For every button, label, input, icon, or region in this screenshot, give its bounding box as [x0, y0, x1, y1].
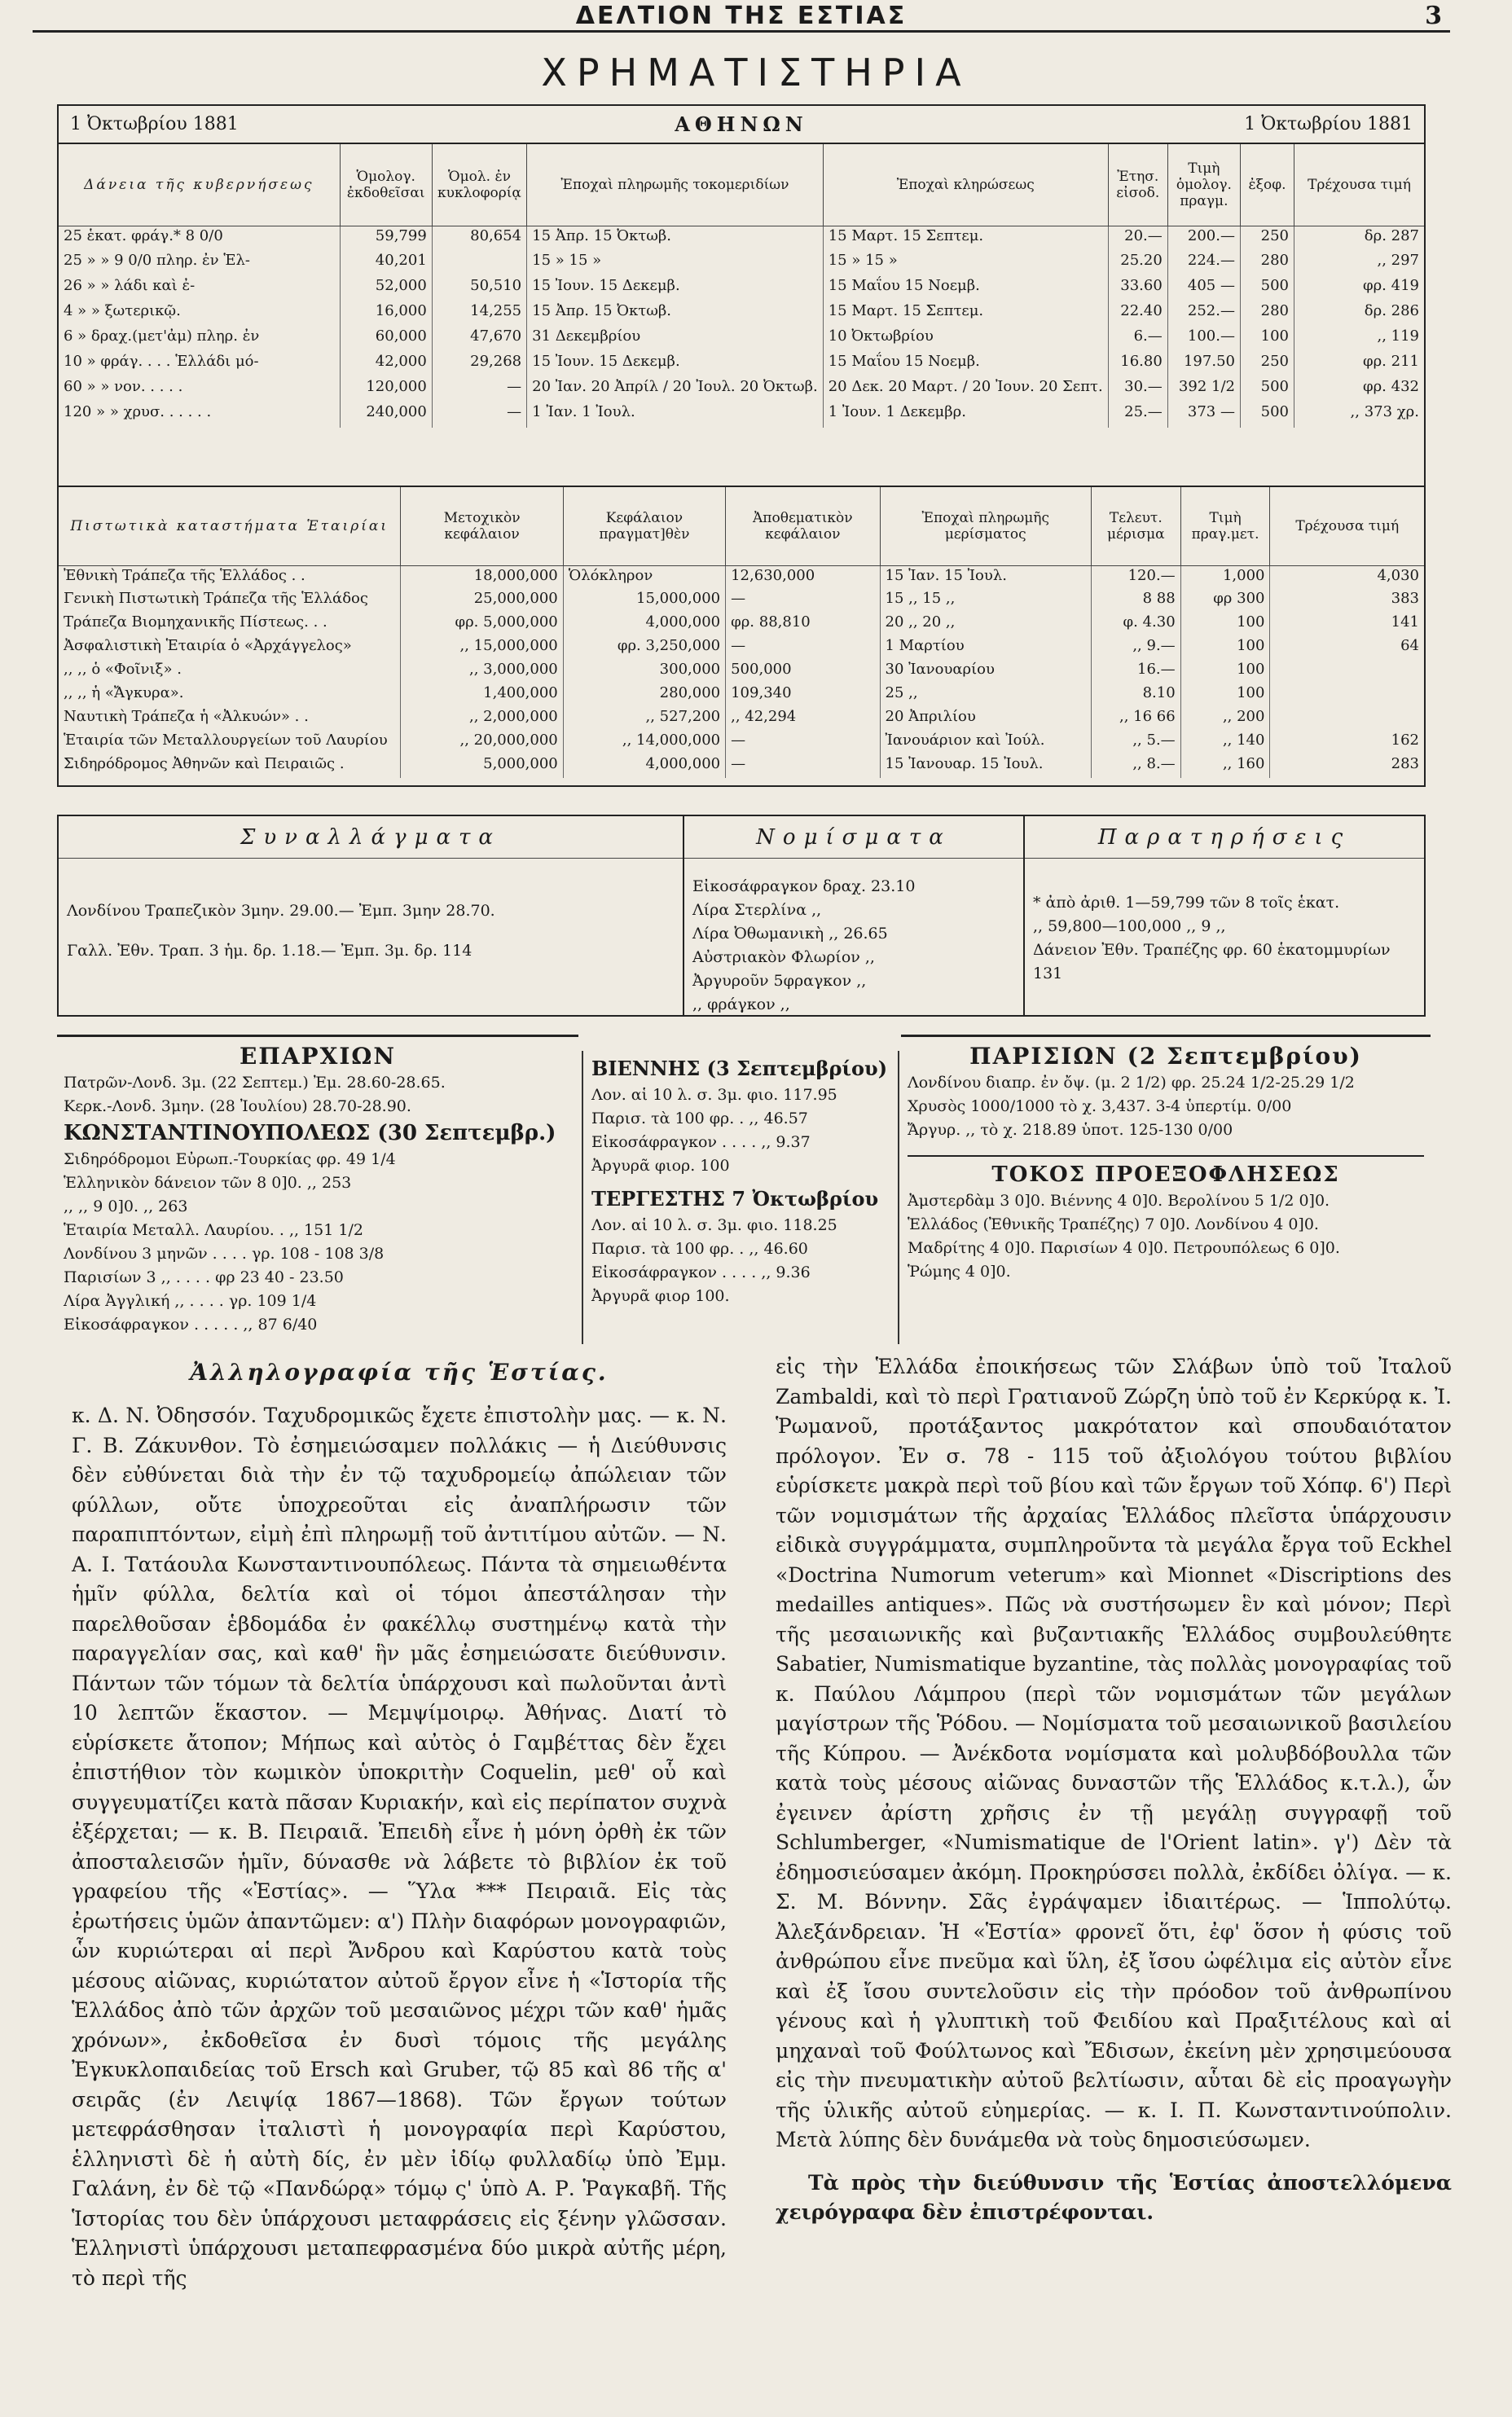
loan-row-cell: — [432, 377, 526, 402]
loan-row-cell: 30.— [1108, 377, 1167, 402]
company-row-cell: 1 Μαρτίου [880, 636, 1091, 660]
company-row-cell: 8.10 [1091, 683, 1180, 707]
company-row-cell: — [726, 731, 880, 754]
provinces-line: Πατρῶν-Λονδ. 3μ. (22 Σεπτεμ.) Ἐμ. 28.60-28.65. [64, 1074, 446, 1092]
company-row-cell: 5,000,000 [401, 754, 563, 778]
company-row-cell: 15 ,, 15 ,, [880, 589, 1091, 613]
company-row-cell: 8 88 [1091, 589, 1180, 613]
company-row-cell: 18,000,000 [401, 565, 563, 589]
loan-row [59, 301, 1424, 327]
constantinople-line: Εἰκοσάφραγκον . . . . . ,, 87 6/40 [64, 1316, 318, 1334]
paris-line: Ἄργυρ. ,, τὸ χ. 218.89 ὑποτ. 125-130 0/00 [908, 1121, 1233, 1139]
loan-row-cell: 60,000 [340, 327, 432, 352]
loan-row-cell: 15 » 15 » [823, 251, 1108, 276]
company-row [59, 589, 1424, 613]
coins-lines [684, 859, 1023, 1017]
loan-row-cell: 1 Ἰαν. 1 Ἰουλ. [527, 402, 824, 428]
coin-line: Αὐστριακὸν Φλωρίον ,, [692, 948, 875, 966]
loan-row [59, 352, 1424, 377]
provinces-col [57, 1035, 578, 1393]
loans-header: Ὁμολ. ἐν κυκλοφορίᾳ [432, 144, 526, 226]
loan-row-cell: 15 Μαρτ. 15 Σεπτεμ. [823, 301, 1108, 327]
vienna-lines [585, 1083, 894, 1178]
loan-row-cell: ,, 373 χρ. [1350, 403, 1419, 420]
loan-row-cell: 120 » » χρυσ. . . . . . [59, 402, 340, 428]
company-row-cell: 500,000 [726, 660, 880, 683]
interest-line: Ἀμστερδὰμ 3 0]0. Βιέννης 4 0]0. Βερολίνου 5 1/2 0]0. [908, 1192, 1330, 1210]
companies-title: Πιστωτικὰ καταστήματα Ἑταιρίαι [59, 487, 401, 565]
loan-row [59, 226, 1424, 251]
company-row-cell: 4,000,000 [563, 613, 725, 636]
interest-line: Ῥώμης 4 0]0. [908, 1263, 1011, 1281]
company-row-cell: ,, 200 [1180, 707, 1270, 731]
company-row-cell: ,, ,, ἡ «Ἄγκυρα». [59, 683, 401, 707]
company-row-cell: — [726, 636, 880, 660]
company-row [59, 731, 1424, 754]
constantinople-line: Λίρα Ἀγγλική ,, . . . . γρ. 109 1/4 [64, 1292, 317, 1310]
company-row-cell: ,, 160 [1180, 754, 1270, 778]
loan-row-cell: 26 » » λάδι καὶ ἐ- [59, 276, 340, 301]
page-number: 3 [1425, 2, 1442, 30]
loan-row-cell: 373 — [1167, 402, 1240, 428]
date-left: 1 Ὀκτωβρίου 1881 [70, 114, 239, 134]
loan-row [59, 327, 1424, 352]
coins-title: Νομίσματα [684, 816, 1023, 859]
company-row-cell: ,, 140 [1180, 731, 1270, 754]
company-row-cell: ,, 42,294 [726, 707, 880, 731]
note-line: 131 [1033, 965, 1063, 982]
company-row-cell: 100 [1180, 660, 1270, 683]
company-row-cell: Ἐθνικὴ Τράπεζα τῆς Ἑλλάδος . . [59, 565, 401, 589]
company-row-cell: 15 Ἰανουαρ. 15 Ἰουλ. [880, 754, 1091, 778]
company-row [59, 707, 1424, 731]
loan-row-cell: 224.— [1167, 251, 1240, 276]
company-row-cell: 109,340 [726, 683, 880, 707]
note-line: ,, 59,800—100,000 ,, 9 ,, [1033, 917, 1226, 935]
companies-header: Ἐποχαὶ πληρωμῆς μερίσματος [880, 487, 1091, 565]
company-row-cell: Ὁλόκληρον [563, 565, 725, 589]
loans-header: Ἐτησ. εἰσοδ. [1108, 144, 1167, 226]
loan-row-cell: 60 » » νον. . . . . [59, 377, 340, 402]
coin-line: Ἀργυροῦν 5φραγκον ,, [692, 972, 867, 990]
date-right: 1 Ὀκτωβρίου 1881 [1244, 114, 1413, 134]
loan-row-cell: — [432, 402, 526, 428]
correspondence-right-col [776, 1352, 1452, 2228]
loans-header: Τρέχουσα τιμή [1294, 144, 1424, 226]
loans-body [59, 226, 1424, 428]
loan-row-cell: 40,201 [340, 251, 432, 276]
company-row-cell: 162 [1391, 732, 1419, 749]
loan-row-cell: 20 Ἰαν. 20 Ἀπρίλ / 20 Ἰουλ. 20 Ὀκτωβ. [527, 377, 824, 402]
correspondence-title: Ἀλληλογραφία τῆς Ἑστίας. [190, 1359, 609, 1386]
company-row-cell: φρ. 3,250,000 [563, 636, 725, 660]
loan-row-cell: 29,268 [432, 352, 526, 377]
coin-line: Εἰκοσάφραγκον δραχ. 23.10 [692, 877, 916, 895]
loan-row-cell: 33.60 [1108, 276, 1167, 301]
loans-table [59, 144, 1424, 428]
coins-box [683, 815, 1025, 1017]
trieste-line: Εἰκοσάφραγκον . . . . ,, 9.36 [591, 1263, 811, 1281]
trieste-lines [585, 1214, 894, 1308]
loans-title: Δάνεια τῆς κυβερνήσεως [59, 144, 340, 226]
company-row-cell: 283 [1391, 755, 1419, 772]
loan-row-cell: 80,654 [432, 226, 526, 251]
loan-row [59, 377, 1424, 402]
loan-row-cell: 15 Ἰουν. 15 Δεκεμβ. [527, 276, 824, 301]
constantinople-line: Ἑλληνικὸν δάνειον τῶν 8 0]0. ,, 253 [64, 1174, 352, 1192]
column-rule [898, 1051, 899, 1344]
loan-row-cell: 14,255 [432, 301, 526, 327]
loan-row-cell: ,, 297 [1377, 252, 1419, 269]
column-rule [582, 1051, 583, 1344]
trieste-line: Λον. αἱ 10 λ. σ. 3μ. φιο. 118.25 [591, 1216, 837, 1234]
loan-row-cell: δρ. 286 [1364, 302, 1419, 319]
loan-row-cell: 42,000 [340, 352, 432, 377]
loan-row-cell: 6.— [1108, 327, 1167, 352]
loan-row-cell: 22.40 [1108, 301, 1167, 327]
company-row-cell: ,, 15,000,000 [401, 636, 563, 660]
loan-row-cell: 405 — [1167, 276, 1240, 301]
company-row-cell: ,, 3,000,000 [401, 660, 563, 683]
vienna-col [585, 1035, 894, 1393]
company-row-cell: 12,630,000 [726, 565, 880, 589]
loan-row-cell: 31 Δεκεμβρίου [527, 327, 824, 352]
loan-row-cell: 20 Δεκ. 20 Μαρτ. / 20 Ἰουν. 20 Σεπτ. [823, 377, 1108, 402]
companies-box [57, 486, 1426, 787]
company-row-cell: 141 [1391, 613, 1419, 631]
athens-header [59, 106, 1424, 144]
loans-header: Ὁμολογ. ἐκδοθεῖσαι [340, 144, 432, 226]
company-row-cell: 30 Ἰανουαρίου [880, 660, 1091, 683]
provinces-line: Κερκ.-Λονδ. 3μην. (28 Ἰουλίου) 28.70-28.90. [64, 1097, 411, 1115]
company-row-cell: Γενικὴ Πιστωτικὴ Τράπεζα τῆς Ἑλλάδος [59, 589, 401, 613]
loan-row-cell: 4 » » ξωτερικῷ. [59, 301, 340, 327]
loan-row-cell: 25.— [1108, 402, 1167, 428]
interest-line: Ἑλλάδος (Ἐθνικῆς Τραπέζης) 7 0]0. Λονδίνου 4 0]0. [908, 1215, 1319, 1233]
paris-title: ΠΑΡΙΣΙΩΝ (2 Σεπτεμβρίου) [969, 1043, 1362, 1070]
company-row-cell: 280,000 [563, 683, 725, 707]
loans-header: Τιμὴ ὁμολογ. πραγμ. [1167, 144, 1240, 226]
interest-line: Μαδρίτης 4 0]0. Παρισίων 4 0]0. Πετρουπόλεως 6 0]0. [908, 1239, 1340, 1257]
loan-row-cell: 10 » φράγ. . . . Ἑλλάδι μό- [59, 352, 340, 377]
loan-row-cell: 120,000 [340, 377, 432, 402]
company-row-cell: Τράπεζα Βιομηχανικῆς Πίστεως. . . [59, 613, 401, 636]
company-row-cell: ,, 20,000,000 [401, 731, 563, 754]
company-row-cell: — [726, 589, 880, 613]
loan-row-cell: 15 Ἀπρ. 15 Ὀκτωβ. [527, 301, 824, 327]
loan-row-cell: 280 [1240, 301, 1294, 327]
notes-lines [1025, 859, 1424, 986]
trieste-line: Ἀργυρᾶ φιορ 100. [591, 1287, 730, 1305]
fx-line: Γαλλ. Ἐθν. Τραπ. 3 ἡμ. δρ. 1.18.— Ἐμπ. 3μ. δρ. 114 [67, 942, 472, 960]
company-row-cell: 20 ,, 20 ,, [880, 613, 1091, 636]
companies-header: Κεφάλαιον πραγματ]θὲν [563, 487, 725, 565]
company-row-cell: 4,030 [1377, 566, 1419, 584]
loan-row-cell: 15 Μαΐου 15 Νοεμβ. [823, 276, 1108, 301]
paris-line: Λονδίνου διαπρ. ἐν ὄψ. (μ. 2 1/2) φρ. 25.24 1/2-25.29 1/2 [908, 1074, 1355, 1092]
loan-row-cell: 50,510 [432, 276, 526, 301]
company-row-cell: 25 ,, [880, 683, 1091, 707]
loan-row-cell: 25 ἑκατ. φράγ.* 8 0/0 [59, 226, 340, 251]
coin-line: ,, φράγκον ,, [692, 995, 790, 1013]
companies-table [59, 487, 1424, 778]
vienna-line: Παρισ. τὰ 100 φρ. . ,, 46.57 [591, 1110, 808, 1127]
company-row-cell: φρ. 5,000,000 [401, 613, 563, 636]
loan-row-cell: 250 [1240, 226, 1294, 251]
constantinople-line: Λονδίνου 3 μηνῶν . . . . γρ. 108 - 108 3/8 [64, 1245, 385, 1263]
company-row-cell: 20 Ἀπριλίου [880, 707, 1091, 731]
loan-row-cell: 6 » δραχ.(μετ'ἀμ) πληρ. ἐν [59, 327, 340, 352]
correspondence-left-col [72, 1401, 727, 2293]
company-row-cell: 1,400,000 [401, 683, 563, 707]
loan-row-cell: 15 Μαΐου 15 Νοεμβ. [823, 352, 1108, 377]
loan-row-cell: 59,799 [340, 226, 432, 251]
constantinople-title: ΚΩΝΣΤΑΝΤΙΝΟΥΠΟΛΕΩΣ (30 Σεπτεμβρ.) [64, 1121, 556, 1145]
company-row-cell: 16.— [1091, 660, 1180, 683]
loan-row-cell: φρ. 419 [1363, 277, 1419, 294]
company-row-cell: 383 [1391, 590, 1419, 607]
loan-row-cell: 252.— [1167, 301, 1240, 327]
companies-header: Ἀποθεματικὸν κεφάλαιον [726, 487, 880, 565]
loan-row-cell: 500 [1240, 276, 1294, 301]
loan-row-cell: 25.20 [1108, 251, 1167, 276]
paris-col [901, 1035, 1431, 1393]
coin-line: Λίρα Ὀθωμανικὴ ,, 26.65 [692, 925, 888, 943]
companies-header: Τιμὴ πραγ.μετ. [1180, 487, 1270, 565]
company-row-cell: ,, ,, ὁ «Φοῖνιξ» . [59, 660, 401, 683]
company-row-cell: φρ. 88,810 [726, 613, 880, 636]
company-row [59, 683, 1424, 707]
company-row-cell: Ἀσφαλιστικὴ Ἑταιρία ὁ «Ἀρχάγγελος» [59, 636, 401, 660]
provinces-title: ΕΠΑΡΧΙΩΝ [240, 1043, 396, 1070]
vienna-line: Ἀργυρᾶ φιορ. 100 [591, 1157, 730, 1175]
loan-row-cell: 52,000 [340, 276, 432, 301]
loans-header: Ἐποχαὶ πληρωμῆς τοκομεριδίων [527, 144, 824, 226]
company-row-cell [1270, 707, 1424, 731]
correspondence-left-text: κ. Δ. Ν. Ὀδησσόν. Ταχυδρομικῶς ἔχετε ἐπιστολὴν μας. — κ. Ν. Γ. Β. Ζάκυνθον. Τὸ ἐσημειώσαμεν πολλάκις — ἡ Διεύθυνσις δὲν εὐθύνεται διὰ τὴν ἐν τῷ ταχυδρομείῳ ἀπώλειαν τῶν φύλλων, οὔτε ὑποχρεοῦται εἰς ἀναπλήρωσιν τῶν παραπιπτόντων, εἰμὴ ἐπὶ πληρωμῇ τοῦ ἀντιτίμου αὐτῶν. — Ν. Α. Ι. Τατάουλα Κωνσταντινουπόλεως. Πάντα τὰ σημειωθέντα ἡμῖν φύλλα, δελτία καὶ οἱ τόμοι ἀπεστάλησαν τὴν παρελθοῦσαν ἑβδομάδα ἐν φακέλλῳ συστημένῳ κατὰ τὴν παραγγελίαν σας, καὶ καθ' ἣν μᾶς ἐσημειώσατε διεύθυνσιν. Πάντων τῶν τόμων τὰ δελτία ὑπάρχουσι καὶ πωλοῦνται ἀντὶ 10 λεπτῶν ἕκαστον. — Μεμψίμοιρῳ. Ἀθήνας. Διατί τὸ εὑρίσκετε ἄτοπον; Μήπως καὶ αὐτὸς ὁ Γαμβέττας δὲν ἔχει ἐπιστήθιον τὸν κωμικὸν ὑποκριτὴν Coquelin, μεθ' οὗ καὶ συγγευματίζει κατὰ πᾶσαν Κυριακήν, καὶ εἰς περίπατον συχνὰ ἐξέρχεται; — κ. Β. Πειραιᾶ. Ἐπειδὴ εἶνε ἡ μόνη ὀρθὴ ἐκ τῶν ἀποσταλεισῶν ἡμῖν, δύνασθε νὰ λάβετε τὸ βιβλίον ἐκ τοῦ γραφείου τῆς «Ἑστίας». — Ὕλα *** Πειραιᾶ. Εἰς τὰς ἐρωτήσεις ὑμῶν ἀπαντῶμεν: α') Πλὴν διαφόρων μονογραφιῶν, ὧν κυριώτεραι αἱ περὶ Ἄνδρου καὶ Καρύστου κατὰ τοὺς μέσους αἰῶνας, κυριώτατον αὐτοῦ ἔργον εἶνε ἡ «Ἱστορία τῆς Ἑλλάδος ἀπὸ τῶν ἀρχῶν τοῦ μεσαιῶνος μέχρι τῶν καθ' ἡμᾶς χρόνων», ἐκδοθεῖσα ἐν δυσὶ τόμοις τῆς μεγάλης Ἐγκυκλοπαιδείας τοῦ Ersch καὶ Gruber, τῷ 85 καὶ 86 τῆς α' σειρᾶς (ἐν Λειψίᾳ 1867—1868). Τῶν ἔργων τούτων μετεφράσθησαν ἰταλιστὶ ἡ μονογραφία περὶ Καρύστου, ἑλληνιστὶ δὲ ἡ αὐτὴ δίς, ἐν μὲν ἰδίῳ φυλλαδίῳ ὑπὸ Ἐμμ. Γαλάνη, ἐν δὲ τῷ «Πανδώρᾳ» τόμῳ ς' ὑπὸ Α. Ρ. Ῥαγκαβῆ. Τῆς Ἱστορίας του δὲν ὑπάρχουσι μεταφράσεις εἰς ξένην γλῶσσαν. Ἑλληνιστὶ ὑπάρχουσι μεταπεφρασμένα δύο μικρὰ αὐτῆς μέρη, τὸ περὶ τῆς [72, 1404, 727, 2290]
loan-row-cell: 10 Ὀκτωβρίου [823, 327, 1108, 352]
loan-row-cell: 100.— [1167, 327, 1240, 352]
fx-title: Συναλλάγματα [59, 816, 683, 859]
company-row-cell: — [726, 754, 880, 778]
company-row-cell: φρ 300 [1180, 589, 1270, 613]
company-row-cell: ,, 2,000,000 [401, 707, 563, 731]
company-row-cell: 15,000,000 [563, 589, 725, 613]
loan-row-cell: 200.— [1167, 226, 1240, 251]
company-row-cell: ,, 14,000,000 [563, 731, 725, 754]
company-row-cell [1270, 660, 1424, 683]
company-row-cell: 300,000 [563, 660, 725, 683]
correspondence-right-text: εἰς τὴν Ἑλλάδα ἐποικήσεως τῶν Σλάβων ὑπὸ τοῦ Ἰταλοῦ Zambaldi, καὶ τὸ περὶ Γρατιανοῦ Ζώρζη ὑπὸ τοῦ ἐν Κερκύρᾳ κ. Ἰ. Ῥωμανοῦ, προτάξαντος μακρότατον καὶ σπουδαιότατον πρόλογον. Ἐν σ. 78 - 115 τοῦ ἀξιολόγου τούτου βιβλίου εὑρίσκετε μακρὰ περὶ τοῦ βίου καὶ τῶν ἔργων τοῦ Χόπφ. 6') Περὶ τῶν νομισμάτων τῆς ἀρχαίας Ἑλλάδος πλεῖστα ὑπάρχουσιν εἰδικὰ συγγράμματα, συμπληροῦντα τὰ μεγάλα ἔργα τοῦ Eckhel «Doctrina Numorum veterum» καὶ Mionnet «Discriptions des medailles antiques». Πῶς νὰ συστήσωμεν ἓν καὶ μόνον; Περὶ τῆς μεσαιωνικῆς καὶ βυζαντιακῆς Ἑλλάδος συμβουλεύθητε Sabatier, Numismatique byzantine, τὰς πολλὰς μονογραφίας τοῦ κ. Παύλου Λάμπρου (περὶ τῶν νομισμάτων τῶν μεγάλων μαγίστρων τῆς Ῥόδου. — Νομίσματα τοῦ μεσαιωνικοῦ βασιλείου τῆς Κύπρου. — Ἀνέκδοτα νομίσματα καὶ μολυβδόβουλλα τῶν κατὰ τοὺς μέσους αἰῶνας δυναστῶν τῆς Ἑλλάδος κ.τ.λ.), ὧν ἐγεινεν ἀρίστη χρῆσις ἐν τῇ μεγάλῃ συγγραφῇ τοῦ Schlumberger, «Numismatique de l'Orient latin». γ') Δὲν τὰ ἐδημοσιεύσαμεν ἀκόμη. Προκηρύσσει πολλὰ, ἐκδίδει ὀλίγα. — κ. Σ. Μ. Βόννην. Σᾶς ἐγράψαμεν ἰδιαιτέρως. — Ἱππολύτῳ. Ἀλεξάνδρειαν. Ἡ «Ἑστία» φρονεῖ ὅτι, ἐφ' ὅσον ἡ φύσις τοῦ ἀνθρώπου εἶνε πνεῦμα καὶ ὕλη, ἐξ ἴσου ὠφέλιμα εἰς αὐτὸν εἶνε καὶ ἐξ ἴσου συντελοῦσιν εἰς τὴν πρόοδον τοῦ ἀνθρωπίνου γένους καὶ ἡ γλυπτικὴ τοῦ Φειδίου καὶ Πραξιτέλους καὶ αἱ μηχαναὶ τοῦ Φούλτωνος καὶ Ἔδισων, ἐκείνη μὲν χρησιμεύουσα εἰς τὴν πνευματικὴν αὐτοῦ βελτίωσιν, αὗται δὲ εἰς προαγωγὴν τῆς ὑλικῆς αὐτοῦ εὐημερίας. — κ. Ι. Π. Κωνσταντινούπολιν. Μετὰ λύπης δὲν δυνάμεθα νὰ τοὺς δημοσιεύσωμεν. [776, 1355, 1452, 2151]
running-title: ΔΕΛΤΙΟΝ ΤΗΣ ΕΣΤΙΑΣ [575, 2, 908, 30]
loan-row-cell: 392 1/2 [1167, 377, 1240, 402]
loan-row-cell: 20.— [1108, 226, 1167, 251]
company-row-cell: 4,000,000 [563, 754, 725, 778]
loan-row-cell: 25 » » 9 0/0 πληρ. ἐν Ἑλ- [59, 251, 340, 276]
constantinople-line: Σιδηρόδρομοι Εὐρωπ.-Τουρκίας φρ. 49 1/4 [64, 1150, 396, 1168]
vienna-line: Λον. αἱ 10 λ. σ. 3μ. φιο. 117.95 [591, 1086, 837, 1104]
companies-header: Τελευτ. μέρισμα [1091, 487, 1180, 565]
notes-box [1023, 815, 1426, 1017]
loan-row-cell: 15 Ἀπρ. 15 Ὀκτωβ. [527, 226, 824, 251]
company-row-cell: Ἑταιρία τῶν Μεταλλουργείων τοῦ Λαυρίου [59, 731, 401, 754]
company-row-cell: 120.— [1091, 565, 1180, 589]
coin-line: Λίρα Στερλίνα ,, [692, 901, 822, 919]
loan-row-cell: 15 » 15 » [527, 251, 824, 276]
company-row-cell: 100 [1180, 683, 1270, 707]
loan-row-cell: 280 [1240, 251, 1294, 276]
fx-box [57, 815, 684, 1017]
vienna-line: Εἰκοσάφραγκον . . . . ,, 9.37 [591, 1133, 811, 1151]
loan-row-cell: 15 Μαρτ. 15 Σεπτεμ. [823, 226, 1108, 251]
company-row [59, 636, 1424, 660]
company-row-cell: 64 [1400, 637, 1419, 654]
vienna-title: ΒΙΕΝΝΗΣ (3 Σεπτεμβρίου) [591, 1057, 888, 1080]
company-row-cell [1270, 683, 1424, 707]
loan-row-cell: 500 [1240, 377, 1294, 402]
company-row-cell: Σιδηρόδρομος Ἀθηνῶν καὶ Πειραιῶς . [59, 754, 401, 778]
company-row-cell: 25,000,000 [401, 589, 563, 613]
loan-row-cell: 16.80 [1108, 352, 1167, 377]
trieste-title: ΤΕΡΓΕΣΤΗΣ 7 Ὀκτωβρίου [591, 1187, 879, 1211]
loan-row-cell: φρ. 432 [1363, 378, 1419, 395]
company-row-cell: 15 Ἰαν. 15 Ἰουλ. [880, 565, 1091, 589]
loan-row-cell: 500 [1240, 402, 1294, 428]
companies-header: Μετοχικὸν κεφάλαιον [401, 487, 563, 565]
company-row-cell: Ναυτικὴ Τράπεζα ἡ «Ἀλκυών» . . [59, 707, 401, 731]
company-row-cell: 100 [1180, 613, 1270, 636]
note-line: Δάνειον Ἐθν. Τραπέζης φρ. 60 ἑκατομμυρίων [1033, 941, 1391, 959]
loan-row-cell: 16,000 [340, 301, 432, 327]
note-line: * ἀπὸ ἀριθ. 1—59,799 τῶν 8 τοῖς ἑκατ. [1033, 894, 1340, 912]
fx-line: Λονδίνου Τραπεζικὸν 3μην. 29.00.— Ἐμπ. 3μην 28.70. [67, 902, 495, 920]
paris-line: Χρυσὸς 1000/1000 τὸ χ. 3,437. 3-4 ὑπερτίμ. 0/00 [908, 1097, 1292, 1115]
trieste-line: Παρισ. τὰ 100 φρ. . ,, 46.60 [591, 1240, 808, 1258]
company-row [59, 754, 1424, 778]
loan-row-cell: 47,670 [432, 327, 526, 352]
loan-row-cell: 240,000 [340, 402, 432, 428]
loan-row-cell: 15 Ἰουν. 15 Δεκεμβ. [527, 352, 824, 377]
constantinople-line: Παρισίων 3 ,, . . . . φρ 23 40 - 23.50 [64, 1268, 344, 1286]
company-row-cell: 100 [1180, 636, 1270, 660]
loan-row [59, 402, 1424, 428]
company-row-cell: 1,000 [1180, 565, 1270, 589]
company-row-cell: ,, 5.— [1091, 731, 1180, 754]
loans-header: Ἐποχαὶ κληρώσεως [823, 144, 1108, 226]
company-row [59, 660, 1424, 683]
companies-header: Τρέχουσα τιμή [1270, 487, 1424, 565]
closing-note: Τὰ πρὸς τὴν διεύθυνσιν τῆς Ἑστίας ἀποστελλόμενα χειρόγραφα δὲν ἐπιστρέφονται. [776, 2170, 1452, 2224]
interest-title: ΤΟΚΟΣ ΠΡΟΕΞΟΦΛΗΣΕΩΣ [991, 1162, 1340, 1187]
constantinople-lines [57, 1148, 578, 1337]
loan-row [59, 251, 1424, 276]
company-row-cell: ,, 16 66 [1091, 707, 1180, 731]
company-row-cell: Ἰανουάριον καὶ Ἰούλ. [880, 731, 1091, 754]
interest-lines [901, 1189, 1431, 1284]
loan-row-cell: 250 [1240, 352, 1294, 377]
companies-body [59, 565, 1424, 778]
notes-title: Παρατηρήσεις [1025, 816, 1424, 859]
constantinople-line: ,, ,, 9 0]0. ,, 263 [64, 1198, 188, 1215]
constantinople-line: Ἑταιρία Μεταλλ. Λαυρίου. . ,, 151 1/2 [64, 1221, 363, 1239]
company-row-cell: ,, 8.— [1091, 754, 1180, 778]
loan-row-cell: 100 [1240, 327, 1294, 352]
company-row-cell: ,, 9.— [1091, 636, 1180, 660]
loan-row-cell: ,, 119 [1377, 327, 1419, 345]
company-row-cell: ,, 527,200 [563, 707, 725, 731]
city-title: ΑΘΗΝΩΝ [675, 112, 808, 136]
loan-row-cell: 197.50 [1167, 352, 1240, 377]
company-row [59, 565, 1424, 589]
loan-row [59, 276, 1424, 301]
loan-row-cell: φρ. 211 [1363, 353, 1419, 370]
loans-header: ἐξοφ. [1240, 144, 1294, 226]
loan-row-cell [432, 251, 526, 276]
athens-exchange-box [57, 104, 1426, 487]
loan-row-cell: δρ. 287 [1364, 226, 1419, 244]
company-row-cell: φ. 4.30 [1091, 613, 1180, 636]
running-header [33, 0, 1450, 33]
loan-row-cell: 1 Ἰουν. 1 Δεκεμβρ. [823, 402, 1108, 428]
exchange-title: ΧΡΗΜΑΤΙΣΤΗΡΙΑ [541, 51, 971, 94]
paris-lines [901, 1071, 1431, 1142]
company-row [59, 613, 1424, 636]
